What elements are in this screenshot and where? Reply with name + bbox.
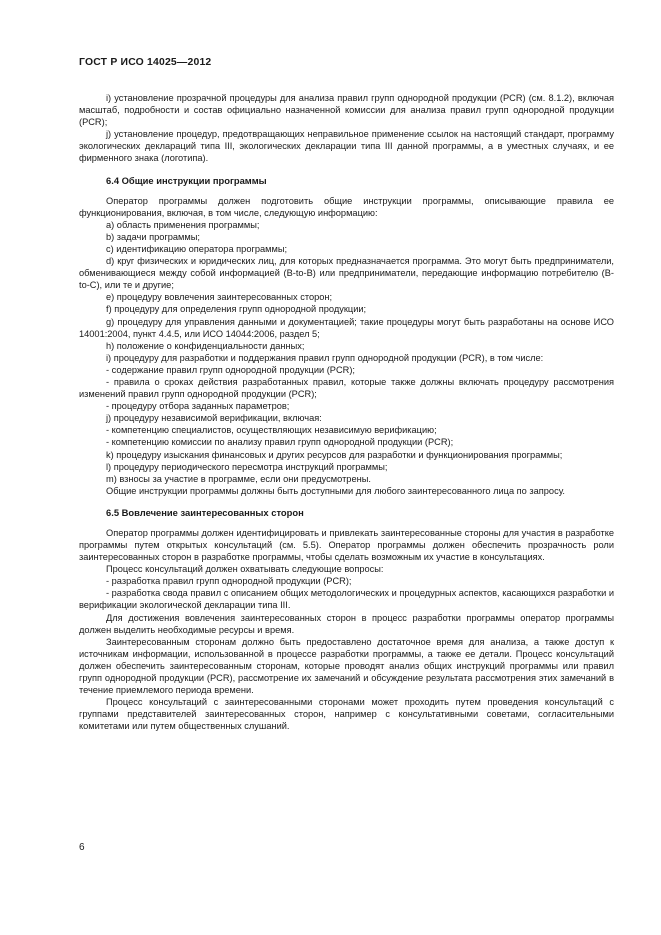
intro-item-j: j) установление процедур, предотвращающих неправильное применение ссылок на настоящий стандарт, программу экологических деклараций типа III, экологических декларации типа III данной программы, а в уместных случаях, и ее фирменного знака (логотипа).: [79, 129, 614, 164]
list-subitem: - содержание правил групп однородной продукции (PCR);: [106, 364, 355, 375]
standard-header: ГОСТ Р ИСО 14025—2012: [79, 57, 212, 68]
section-6-4-lead: Оператор программы должен подготовить общие инструкции программы, описывающие правила ее функционирования, включая, в том числе, следующую информацию:: [79, 195, 614, 218]
list-item-l: l) процедуру периодического пересмотра инструкций программы;: [106, 461, 388, 472]
page-number: 6: [79, 842, 85, 853]
paragraph: Оператор программы должен идентифицировать и привлекать заинтересованные стороны для участия в разработке программы путем открытых консультаций (см. 5.5). Оператор программы должен обеспечить прозрачность роли заинтересованных сторон в разработке программы, чтобы сделать возможным их участие в консультациях.: [79, 527, 614, 563]
list-subitem: - разработка правил групп однородной продукции (PCR);: [106, 576, 352, 587]
list-item-e: e) процедуру вовлечения заинтересованных сторон;: [106, 292, 333, 303]
section-6-5-heading: 6.5 Вовлечение заинтересованных сторон: [106, 506, 304, 518]
list-item-d: d) круг физических и юридических лиц, для которых предназначается программа. Это могут быть предприниматели, обменивающиеся между собой информацией (B-to-B) или предприниматели, передающие информацию потребителю (B-to-C), или те и другие;: [79, 256, 614, 291]
paragraph: Процесс консультаций должен охватывать следующие вопросы:: [106, 564, 384, 575]
list-item-g: g) процедуру для управления данными и документацией; такие процедуры могут быть разработаны на основе ИСО 14001:2004, пункт 4.4.5, или ИСО 14044:2006, раздел 5;: [79, 316, 614, 339]
list-subitem: - компетенцию комиссии по анализу правил групп однородной продукции (PCR);: [106, 437, 454, 448]
paragraph: Заинтересованным сторонам должно быть предоставлено достаточное время для анализа, а также доступ к источникам информации, использованной в процессе разработки программы, а также ее детали. Процесс консультаций должен обеспечить заинтересованным сторонам, которые проводят анализ общих инструкций программы или правил групп однородной продукции (PCR), рассмотрение их замечаний и обсуждение результата рассмотрения этих замечаний в течение приемлемого периода времени.: [79, 636, 614, 696]
list-subitem: - компетенцию специалистов, осуществляющих независимую верификацию;: [106, 425, 437, 436]
section-6-4-closing: Общие инструкции программы должны быть доступными для любого заинтересованного лица по запросу.: [106, 485, 565, 496]
list-subitem: - разработка свода правил с описанием общих методологических и процедурных аспектов, касающихся разработки и верификации экологической декларации типа III.: [79, 588, 614, 611]
section-6-4-heading: 6.4 Общие инструкции программы: [106, 174, 267, 186]
list-subitem: - процедуру отбора заданных параметров;: [106, 401, 290, 412]
paragraph: Для достижения вовлечения заинтересованных сторон в процесс разработки программы оператор программы должен выделить необходимые ресурсы и время.: [79, 612, 614, 635]
list-item-h: h) положение о конфиденциальности данных;: [106, 340, 305, 351]
document-body: [79, 92, 614, 733]
list-item-f: f) процедуру для определения групп однородной продукции;: [106, 304, 367, 315]
list-item-b: b) задачи программы;: [106, 231, 200, 242]
list-item-a: a) область применения программы;: [106, 219, 260, 230]
list-item-m: m) взносы за участие в программе, если они предусмотрены.: [106, 473, 371, 484]
intro-item-i: i) установление прозрачной процедуры для анализа правил групп однородной продукции (PCR) (см. 8.1.2), включая масштаб, подробности и состав официально назначенной комиссии для анализа правил групп однородной продукции (PCR);: [79, 93, 614, 128]
list-subitem: - правила о сроках действия разработанных правил, которые также должны включать процедуру рассмотрения изменений правил групп однородной продукции (PCR);: [79, 376, 614, 400]
list-item-j: j) процедуру независимой верификации, включая:: [106, 413, 322, 424]
list-item-c: c) идентификацию оператора программы;: [106, 243, 288, 254]
paragraph: Процесс консультаций с заинтересованными сторонами может проходить путем проведения консультаций с группами представителей заинтересованных сторон, например с консультативными советами, согласительными комитетами или путем общественных слушаний.: [79, 697, 614, 732]
list-item-i: i) процедуру для разработки и поддержания правил групп однородной продукции (PCR), в том числе:: [106, 352, 544, 363]
list-item-k: k) процедуру изыскания финансовых и других ресурсов для разработки и функционирования программы;: [106, 449, 563, 460]
